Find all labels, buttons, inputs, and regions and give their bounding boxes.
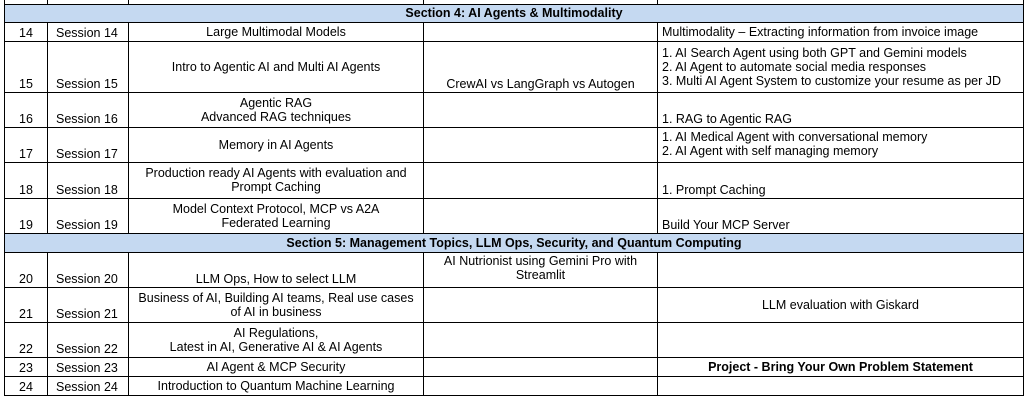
topic-cell — [129, 162, 424, 198]
project-text: Build Your MCP Server — [662, 217, 790, 232]
tool-cell — [424, 92, 658, 127]
section-title: Section 5: Management Topics, LLM Ops, Security, and Quantum Computing — [5, 233, 1024, 252]
tool-cell — [424, 162, 658, 198]
project-cell — [658, 376, 1024, 395]
topic-text: Prompt Caching — [231, 180, 321, 194]
project-text: 1. AI Search Agent using both GPT and Gemini models — [662, 45, 967, 60]
topic-text: Model Context Protocol, MCP vs A2A — [172, 201, 380, 216]
tool-cell — [424, 127, 658, 162]
project-text: LLM evaluation with Giskard — [761, 297, 920, 312]
topic-text: Latest in AI, Generative AI & AI Agents — [169, 339, 383, 354]
project-text: 2. AI Agent to automate social media responses — [662, 59, 927, 74]
session-name: Session 18 — [48, 162, 129, 198]
table-row — [5, 287, 1024, 322]
project-text: Multimodality – Extracting information from invoice image — [662, 24, 979, 39]
table-row — [5, 92, 1024, 127]
topic-text: Federated Learning — [221, 215, 331, 230]
session-name: Session 24 — [48, 376, 129, 395]
topic-text: AI Regulations, — [233, 325, 319, 340]
project-text: 1. RAG to Agentic RAG — [662, 111, 792, 126]
tool-cell — [424, 22, 658, 41]
curriculum-table — [4, 0, 1024, 396]
tool-cell — [424, 198, 658, 233]
table-row — [5, 376, 1024, 395]
topic-text: Advanced RAG techniques — [200, 109, 352, 124]
topic-cell — [129, 127, 424, 162]
session-name: Session 20 — [48, 252, 129, 287]
topic-text: Large Multimodal Models — [206, 24, 346, 39]
project-cell — [658, 287, 1024, 322]
project-text: 3. Multi AI Agent System to customize your resume as per JD — [662, 73, 1002, 88]
project-text: 2. AI Agent with self managing memory — [662, 143, 879, 158]
tool-cell — [424, 322, 658, 357]
topic-cell — [129, 92, 424, 127]
topic-text: Business of AI, Building AI teams, Real use cases — [138, 290, 414, 305]
project-cell — [658, 92, 1024, 127]
row-number: 19 — [5, 198, 48, 233]
project-text: Project - Bring Your Own Problem Statement — [708, 359, 973, 374]
topic-text: Introduction to Quantum Machine Learning — [157, 378, 395, 393]
section-header — [5, 233, 1024, 252]
tool-text: CrewAI vs LangGraph vs Autogen — [446, 76, 635, 91]
project-text: 1. AI Medical Agent with conversational memory — [662, 129, 928, 144]
topic-cell — [129, 357, 424, 376]
project-cell — [658, 127, 1024, 162]
topic-text: LLM Ops, How to select LLM — [195, 271, 357, 286]
project-cell — [658, 252, 1024, 287]
project-cell — [658, 322, 1024, 357]
row-number: 16 — [5, 92, 48, 127]
topic-text: AI Agent & MCP Security — [206, 359, 346, 374]
topic-cell — [129, 198, 424, 233]
row-number: 22 — [5, 322, 48, 357]
table-row — [5, 357, 1024, 376]
session-name: Session 15 — [48, 41, 129, 92]
session-name: Session 22 — [48, 322, 129, 357]
row-number: 23 — [5, 357, 48, 376]
project-cell — [658, 22, 1024, 41]
session-name: Session 19 — [48, 198, 129, 233]
project-cell — [658, 41, 1024, 92]
topic-cell — [129, 322, 424, 357]
table-row — [5, 162, 1024, 198]
topic-cell — [129, 376, 424, 395]
project-cell — [658, 198, 1024, 233]
session-name: Session 23 — [48, 357, 129, 376]
session-name: Session 21 — [48, 287, 129, 322]
table-row — [5, 41, 1024, 92]
project-cell — [658, 357, 1024, 376]
tool-text: Streamlit — [515, 267, 566, 282]
tool-text: AI Nutrionist using Gemini Pro with — [443, 253, 638, 268]
topic-cell — [129, 287, 424, 322]
topic-text: Agentic RAG — [239, 95, 313, 110]
session-name: Session 17 — [48, 127, 129, 162]
tool-cell — [424, 376, 658, 395]
table-row — [5, 22, 1024, 41]
tool-cell — [424, 357, 658, 376]
table-row — [5, 252, 1024, 287]
session-name: Session 14 — [48, 22, 129, 41]
topic-text: Intro to Agentic AI and Multi AI Agents — [171, 59, 381, 74]
project-cell — [658, 162, 1024, 198]
row-number: 21 — [5, 287, 48, 322]
topic-cell — [129, 41, 424, 92]
topic-cell — [129, 252, 424, 287]
tool-cell — [424, 287, 658, 322]
row-number: 15 — [5, 41, 48, 92]
row-number: 17 — [5, 127, 48, 162]
table-row — [5, 127, 1024, 162]
tool-cell — [424, 41, 658, 92]
topic-text: Production ready AI Agents with evaluation and — [145, 166, 407, 180]
row-number: 14 — [5, 22, 48, 41]
row-number: 18 — [5, 162, 48, 198]
section-header — [5, 4, 1024, 22]
tool-cell — [424, 252, 658, 287]
topic-cell — [129, 22, 424, 41]
row-number: 20 — [5, 252, 48, 287]
topic-text: Memory in AI Agents — [218, 137, 334, 152]
row-number: 24 — [5, 376, 48, 395]
project-text: 1. Prompt Caching — [662, 182, 766, 197]
topic-text: of AI in business — [230, 304, 322, 319]
table-row — [5, 198, 1024, 233]
session-name: Session 16 — [48, 92, 129, 127]
section-title: Section 4: AI Agents & Multimodality — [5, 4, 1024, 22]
table-row — [5, 322, 1024, 357]
